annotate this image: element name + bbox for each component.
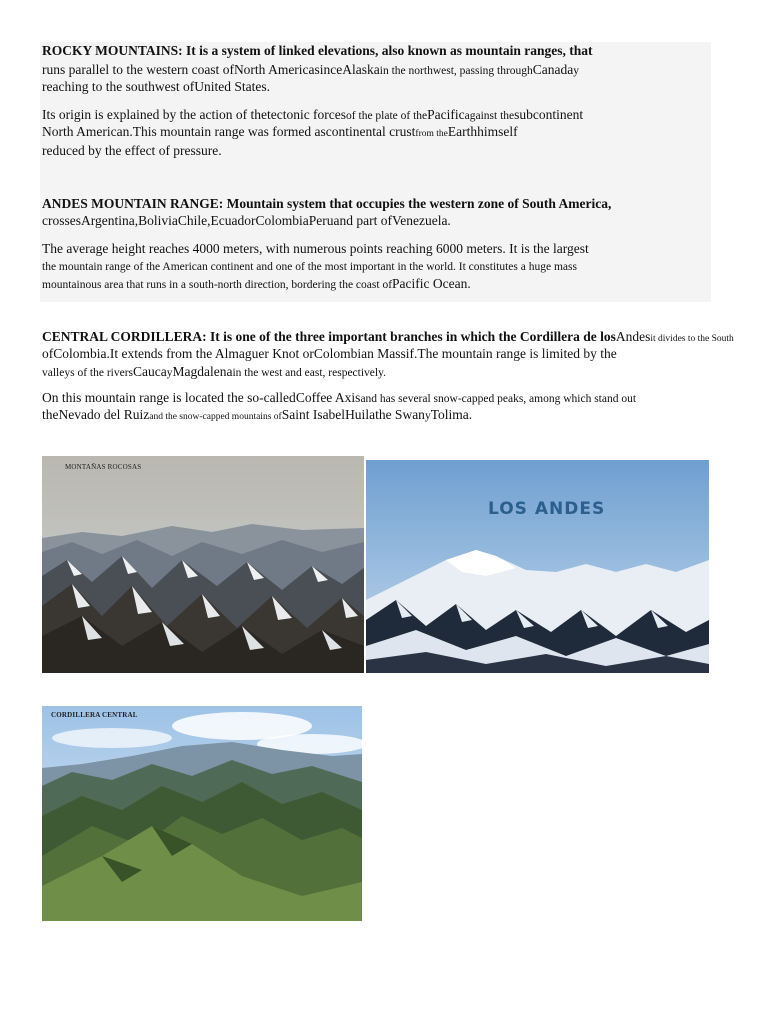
- rocky-title: ROCKY MOUNTAINS: It is a system of linked elevations, also known as mountain ranges, that: [42, 43, 593, 58]
- andes-height-line-3: mountainous area that runs in a south-north direction, bordering the coast ofPacific Ocean.: [42, 276, 471, 291]
- andes-title: ANDES MOUNTAIN RANGE: Mountain system that occupies the western zone of South America,: [42, 196, 612, 211]
- rocky-origin-line-3: reduced by the effect of pressure.: [42, 143, 222, 158]
- central-coffee-line-2: theNevado del Ruizand the snow-capped mountains ofSaint IsabelHuilathe SwanyTolima.: [42, 407, 473, 422]
- central-line-2: ofColombia.It extends from the Almaguer Knot orColombian Massif.The mountain range is limited by the: [42, 346, 617, 361]
- central-title: CENTRAL CORDILLERA: It is one of the three important branches in which the Cordillera de losAndesit divides to the South: [42, 329, 734, 344]
- rocky-photo-caption: MONTAÑAS ROCOSAS: [65, 463, 142, 471]
- central-photo-caption: CORDILLERA CENTRAL: [51, 711, 138, 719]
- rocky-line-3: reaching to the southwest ofUnited States.: [42, 79, 270, 94]
- andes-height-line-2: the mountain range of the American continent and one of the most important in the world. It constitutes a huge mass: [42, 261, 577, 273]
- rocky-line-2: runs parallel to the western coast ofNorth AmericasinceAlaskain the northwest, passing throughCanaday: [42, 62, 580, 77]
- andes-height-line-1: The average height reaches 4000 meters, with numerous points reaching 6000 meters. It is the largest: [42, 241, 589, 256]
- andes-line-2: crossesArgentina,BoliviaChile,EcuadorColombiaPeruand part ofVenezuela.: [42, 213, 451, 228]
- rocky-origin-line-1: Its origin is explained by the action of thetectonic forcesof the plate of thePacificagainst thesubcontinent: [42, 107, 584, 122]
- andes-photo-caption: LOS ANDES: [488, 499, 606, 519]
- rocky-origin-line-2: North American.This mountain range was formed ascontinental crustfrom theEarthhimself: [42, 124, 518, 139]
- central-coffee-line-1: On this mountain range is located the so-calledCoffee Axisand has several snow-capped peaks, among which stand out: [42, 390, 637, 405]
- rocky-mountains-photo: [42, 456, 364, 673]
- central-cordillera-photo: [42, 706, 362, 921]
- central-line-3: valleys of the riversCaucayMagdalenain the west and east, respectively.: [42, 364, 386, 379]
- andes-photo: [366, 460, 709, 673]
